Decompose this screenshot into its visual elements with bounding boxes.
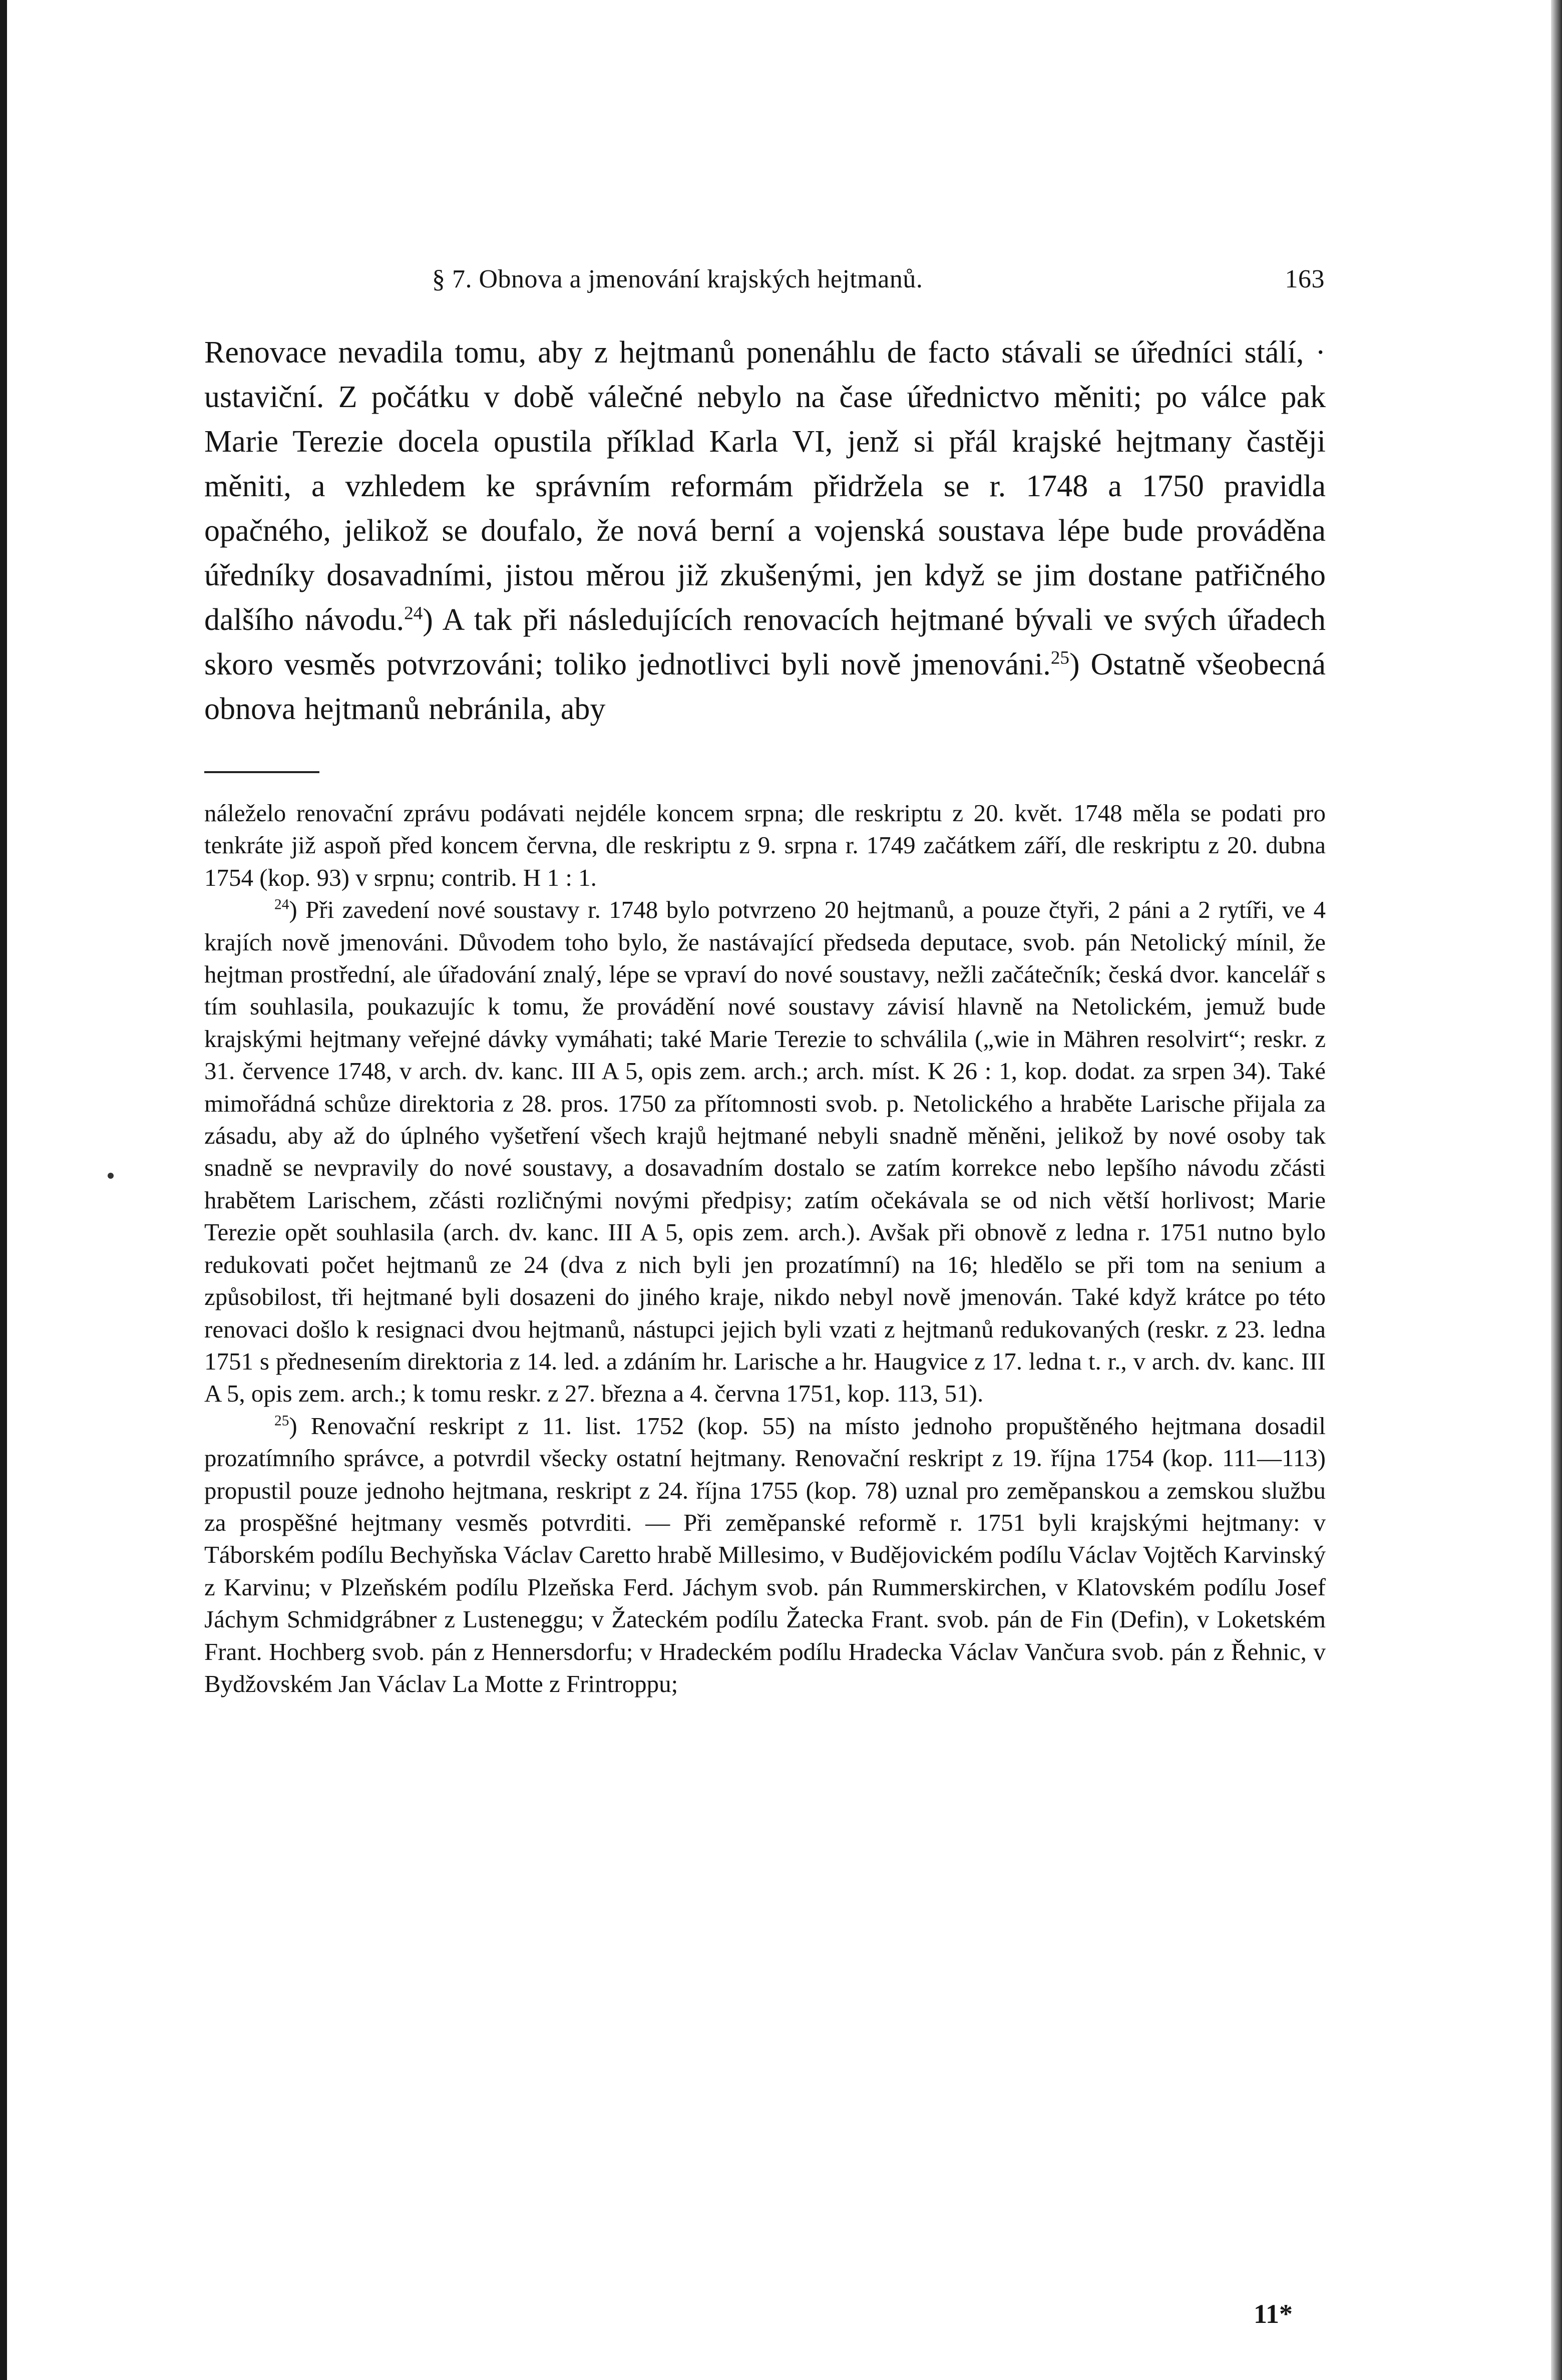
footnote-continuation: náleželo renovační zprávu podávati nejdéle koncem srpna; dle reskriptu z 20. květ. 1748 měla se podati pro tenkráte již aspoň před koncem června, dle reskriptu z 9. srpna r. 1749 začátkem září, dle reskriptu z 20. dubna 1754 (kop. 93) v srpnu; contrib. H 1 : 1. (204, 799, 1326, 891)
body-text-part-3: ) Ostatně všeobecná obnova hejtmanů nebránila, aby (204, 647, 1326, 726)
footnote-24 (204, 894, 1326, 1410)
footnote-25-text: ) Renovační reskript z 11. list. 1752 (kop. 55) na místo jednoho propuštěného hejtmana dosadil prozatímního správce, a potvrdil všecky ostatní hejtmany. Renovační reskript z 19. října 1754 (kop. 111—113) propustil pouze jednoho hejtmana, reskript z 24. října 1755 (kop. 78) uznal pro zeměpanskou a zemskou službu za prospěšné hejtmany vesměs potvrditi. — Při zeměpanské reformě r. 1751 byli krajskými hejtmany: v Táborském podílu Bechyňska Václav Caretto hrabě Millesimo, v Budějovickém podílu Václav Vojtěch Karvinský z Karvinu; v Plzeňském podílu Plzeňska Ferd. Jáchym svob. pán Rummerskirchen, v Klatovském podílu Josef Jáchym Schmidgrábner z Lusteneggu; v Žateckém podílu Žatecka Frant. svob. pán de Fin (Defin), v Loketském Frant. Hochberg svob. pán z Hennersdorfu; v Hradeckém podílu Hradecka Václav Vančura svob. pán z Řehnic, v Bydžovském Jan Václav La Motte z Frintroppu; (204, 1412, 1326, 1697)
book-page (204, 0, 1326, 2380)
body-paragraph (204, 330, 1326, 732)
footnote-25-label: 25 (274, 1413, 289, 1429)
page-number: 163 (1285, 265, 1325, 293)
running-title: § 7. Obnova a jmenování krajských hejtmanů. (432, 265, 923, 293)
footnote-24-text: ) Při zavedení nové soustavy r. 1748 bylo potvrzeno 20 hejtmanů, a pouze čtyři, 2 páni a 2 rytíři, ve 4 krajích nově jmenováni. Důvodem toho bylo, že nastávající předseda deputace, svob. pán Netolický mínil, že hejtman prostřední, ale úřadování znalý, lépe se vpraví do nové soustavy, nežli začátečník; česká dvor. kancelář s tím souhlasila, poukazujíc k tomu, že provádění nové soustavy závisí hlavně na Netolickém, jemuž bude krajskými hejtmany veřejné dávky vymáhati; také Marie Terezie to schválila („wie in Mähren resolvirt“; reskr. z 31. července 1748, v arch. dv. kanc. III A 5, opis zem. arch.; arch. míst. K 26 : 1, kop. dodat. za srpen 34). Také mimořádná schůze direktoria z 28. pros. 1750 za přítomnosti svob. p. Netolického a hraběte Larische přijala za zásadu, aby až do úplného vyšetření všech krajů hejtmané nebyli snadně měněni, jelikož by nové osoby tak snadně se nevpravily do nové soustavy, a dosavadním dostalo se zatím korrekce nebo lepšího návodu zčásti hrabětem Larischem, zčásti rozličnými novými předpisy; zatím očekávala se od nich větší horlivost; Marie Terezie opět souhlasila (arch. dv. kanc. III A 5, opis zem. arch.). Avšak při obnově z ledna r. 1751 nutno bylo redukovati počet hejtmanů ze 24 (dva z nich byli jen prozatímní) na 16; hledělo se při tom na senium a způsobilost, tři hejtmané byli dosazeni do jiného kraje, nikdo nebyl nově jmenován. Také když krátce po této renovaci došlo k resignaci dvou hejtmanů, nástupci jejich byli vzati z hejtmanů redukovaných (reskr. z 23. ledna 1751 s přednesením direktoria z 14. led. a zdáním hr. Larische a hr. Haugvice z 17. ledna t. r., v arch. dv. kanc. III A 5, opis zem. arch.; k tomu reskr. z 27. března a 4. června 1751, kop. 113, 51). (204, 896, 1326, 1408)
footnote-ref-25[interactable]: 25 (1050, 647, 1069, 668)
body-text-part-2: ) A tak při následujících renovacích hejtmané bývali ve svých úřadech skoro vesměs potvrzováni; toliko jednotlivci byli nově jmenováni. (204, 603, 1326, 682)
footnotes (204, 797, 1326, 1700)
running-head (204, 264, 1326, 299)
signature-mark: 11* (1253, 2299, 1293, 2329)
footnote-separator (204, 771, 319, 773)
footnote-ref-24[interactable]: 24 (404, 603, 423, 624)
footnote-24-label: 24 (274, 896, 289, 913)
footnote-25 (204, 1410, 1326, 1701)
scan-speck (108, 1173, 114, 1179)
scan-edge-left (0, 0, 7, 2380)
scan-edge-right (1551, 0, 1562, 2380)
body-text-part-1: Renovace nevadila tomu, aby z hejtmanů ponenáhlu de facto stávali se úředníci stálí, · ustaviční. Z počátku v době válečné nebylo na čase úřednictvo měniti; po válce pak Marie Terezie docela opustila příklad Karla VI, jenž si přál krajské hejtmany častěji měniti, a vzhledem ke správním reformám přidržela se r. 1748 a 1750 pravidla opačného, jelikož se doufalo, že nová berní a vojenská soustava lépe bude prováděna úředníky dosavadními, jistou měrou již zkušenými, jen když se jim dostane patřičného dalšího návodu. (204, 335, 1326, 637)
